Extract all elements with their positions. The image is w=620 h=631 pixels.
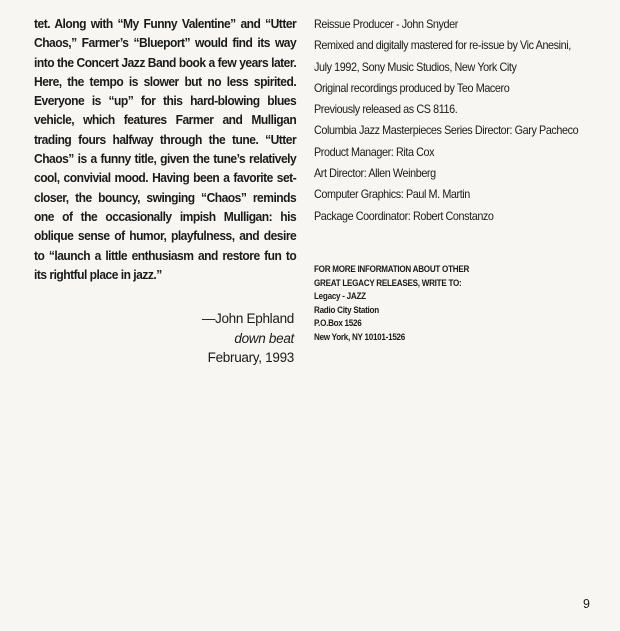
more-info-heading-line: GREAT LEGACY RELEASES, WRITE TO: <box>314 277 462 288</box>
credit-line: Art Director: Allen Weinberg <box>314 166 436 181</box>
credit-line: Reissue Producer - John Snyder <box>314 17 458 31</box>
credit-line: Columbia Jazz Masterpieces Series Director: Gary Pacheco <box>314 123 579 138</box>
more-info-block <box>314 263 469 345</box>
essay-column <box>34 14 296 284</box>
credit-line: Remixed and digitally mastered for re-issue by Vic Anesini, <box>314 38 571 53</box>
essay-paragraph: tet. Along with “My Funny Valentine” and “Utter Chaos,” Farmer’s “Blueport” would find its way into the Concert Jazz Band book a few years later. Here, the tempo is slower but no less spirited. Everyone is “up” for this hard-blowing blues vehicle, which features Farmer and Mulligan trading fours halfway through the tune. “Utter Chaos” is a funny title, given the tune’s relatively cool, convivial mood. Having been a favorite set-closer, the bouncy, swinging “Chaos” reminds one of the occasionally impish Mulligan: his oblique sense of humor, playfulness, and desire to “launch a little enthusiasm and restore fun to its rightful place in jazz.” <box>34 16 297 282</box>
essay-attribution <box>202 309 294 368</box>
publication-date: February, 1993 <box>207 350 294 366</box>
page-number: 9 <box>583 597 590 611</box>
mailing-address-line: P.O.Box 1526 <box>314 318 362 329</box>
credit-line: July 1992, Sony Music Studios, New York City <box>314 59 517 74</box>
credit-line: Original recordings produced by Teo Macero <box>314 80 510 95</box>
credit-line: Previously released as CS 8116. <box>314 102 458 117</box>
mailing-address-line: Radio City Station <box>314 304 379 315</box>
mailing-address-line: Legacy - JAZZ <box>314 291 366 302</box>
publication-name: down beat <box>234 330 294 346</box>
author-name: —John Ephland <box>201 311 294 326</box>
more-info-heading-line: FOR MORE INFORMATION ABOUT OTHER <box>314 264 470 274</box>
credits-list <box>314 14 602 227</box>
credit-line: Computer Graphics: Paul M. Martin <box>314 187 470 202</box>
credit-line: Package Coordinator: Robert Constanzo <box>314 208 494 223</box>
mailing-address-line: New York, NY 10101-1526 <box>314 331 406 342</box>
credit-line: Product Manager: Rita Cox <box>314 144 435 159</box>
